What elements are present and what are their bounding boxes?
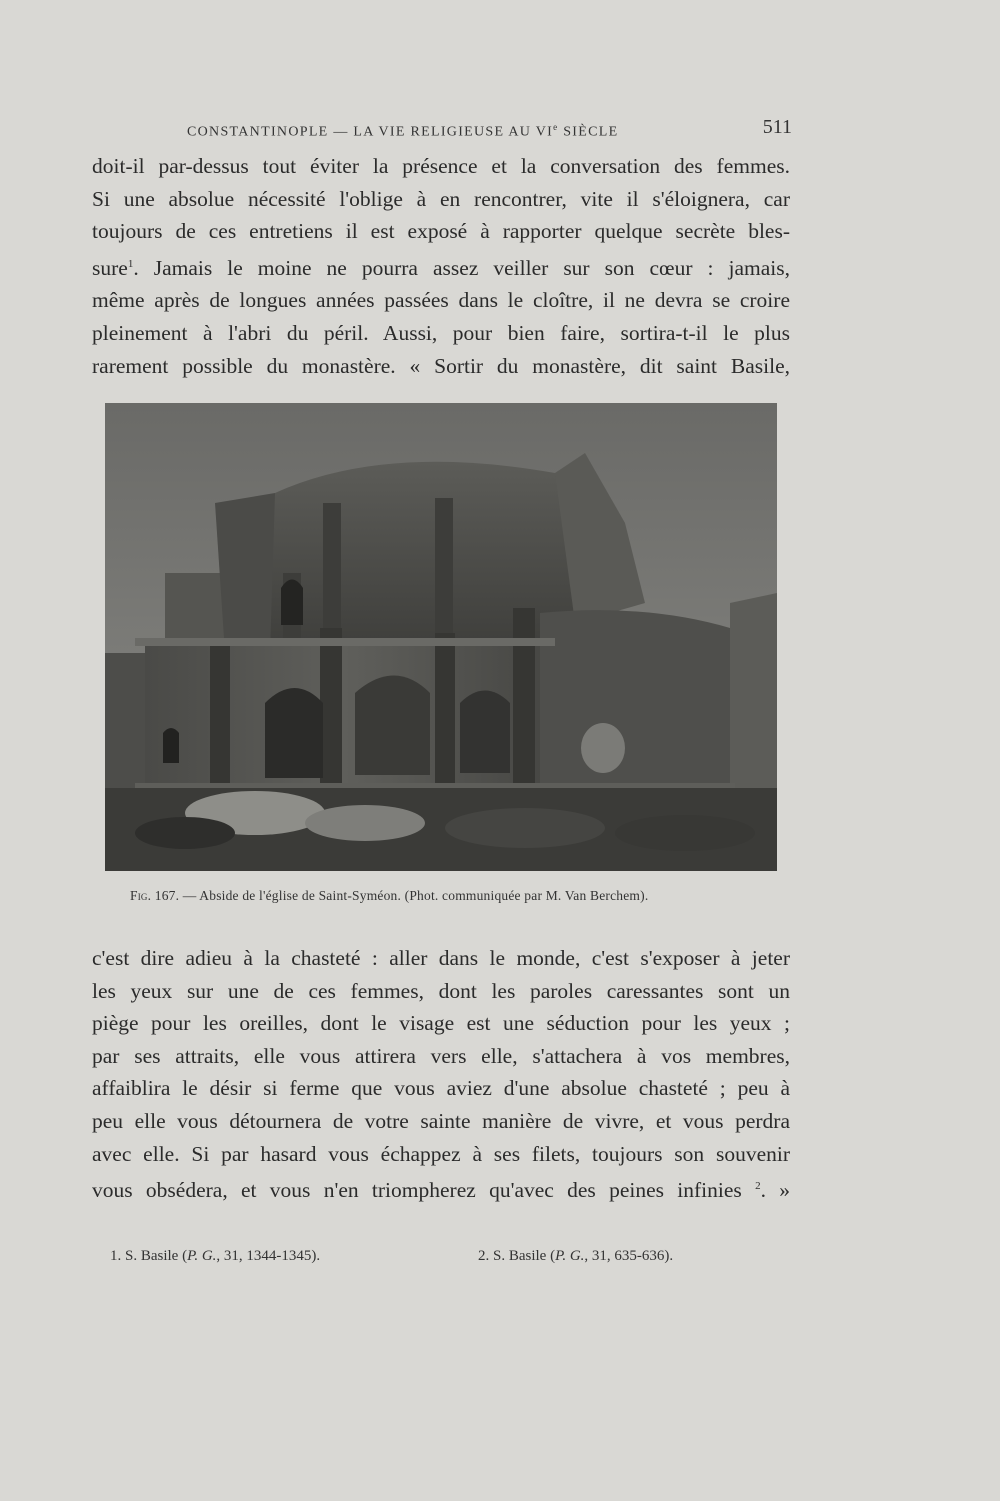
apse-ruin-illustration: [105, 403, 777, 871]
text-line: affaiblira le désir si ferme que vous aviez d'une absolue chasteté ; peu à: [92, 1076, 790, 1101]
text-fragment: vous obsédera, et vous n'en triompherez qu'avec des peines infinies: [92, 1178, 742, 1203]
photograph-apse: [105, 403, 777, 871]
text-line: même après de longues années passées dans le cloître, il ne devra se croire: [92, 288, 790, 313]
text-line: [92, 1170, 790, 1207]
text-line: avec elle. Si par hasard vous échappez à ses filets, toujours son souvenir: [92, 1141, 790, 1166]
figure-label: Fig. 167.: [130, 888, 180, 903]
running-head: [187, 122, 618, 141]
footnote-text: , 31, 1344-1345).: [216, 1248, 321, 1264]
footnote-text: 1. S. Basile (: [110, 1248, 188, 1264]
caption-text: — Abside de l'église de Saint-Syméon. (Phot. communiquée par M. Van Berchem).: [179, 888, 649, 903]
text-line: par ses attraits, elle vous attirera vers elle, s'attachera à vos membres,: [92, 1043, 790, 1068]
running-head-superscript: e: [553, 122, 559, 132]
text-line: pleinement à l'abri du péril. Aussi, pour bien faire, sortira-t-il le plus: [92, 320, 790, 345]
footnotes: [110, 1248, 770, 1272]
footnote-ref: 1: [127, 257, 134, 270]
text-line: c'est dire adieu à la chasteté : aller dans le monde, c'est s'exposer à jeter: [92, 946, 790, 970]
text-line: doit-il par-dessus tout éviter la présence et la conversation des femmes.: [92, 154, 790, 178]
figure-caption: [130, 888, 770, 904]
footnote-ref: 2: [755, 1180, 761, 1193]
running-head-text: CONSTANTINOPLE — LA VIE RELIGIEUSE AU VI: [187, 124, 554, 140]
footnote-2: [478, 1248, 673, 1265]
footnote-source: P. G.: [187, 1248, 217, 1264]
footnote-source: P. G.: [555, 1248, 585, 1264]
text-line: rarement possible du monastère. « Sortir du monastère, dit saint Basile,: [92, 353, 790, 378]
footnote-text: , 31, 635-636).: [584, 1248, 674, 1264]
text-line: peu elle vous détournera de votre sainte manière de vivre, et vous perdra: [92, 1108, 790, 1133]
text-line: [92, 248, 790, 285]
footnote-1: [110, 1248, 320, 1265]
text-fragment: sure: [92, 255, 128, 280]
page-header: [92, 118, 792, 144]
page-number: 511: [762, 116, 792, 138]
text-line: piège pour les oreilles, dont le visage est une séduction pour les yeux ;: [92, 1011, 790, 1036]
running-head-text-end: SIÈCLE: [558, 124, 619, 140]
text-line: toujours de ces entretiens il est exposé à rapporter quelque secrète bles-: [92, 219, 790, 244]
footnote-text: 2. S. Basile (: [478, 1248, 556, 1264]
paragraph-top: [92, 150, 790, 382]
text-line: les yeux sur une de ces femmes, dont les paroles caressantes sont un: [92, 978, 790, 1003]
paragraph-bottom: [92, 942, 790, 1207]
text-fragment: . Jamais le moine ne pourra assez veiller sur son cœur : jamais,: [133, 255, 790, 280]
closing-quote: . »: [760, 1178, 790, 1203]
text-line: Si une absolue nécessité l'oblige à en rencontrer, vite il s'éloignera, car: [92, 186, 790, 211]
